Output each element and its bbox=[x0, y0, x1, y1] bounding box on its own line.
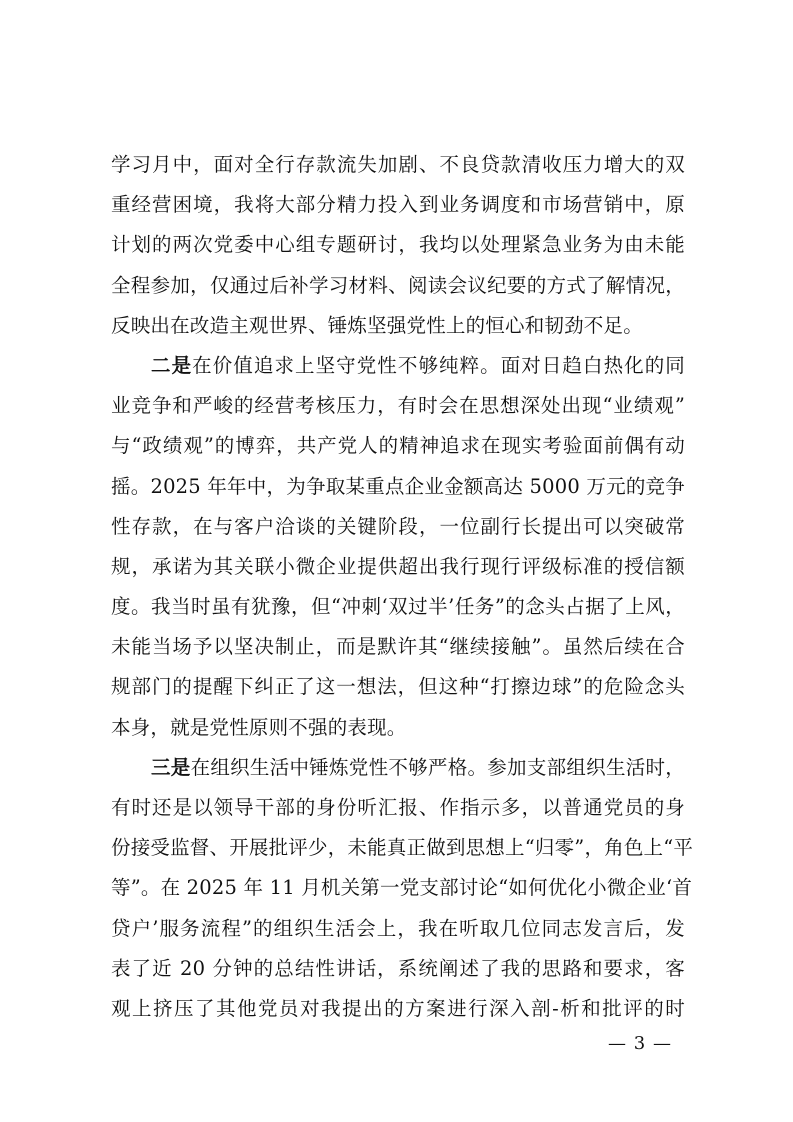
text-line: 等”。在 2025 年 11 月机关第一党支部讨论“如何优化小微企业‘首 bbox=[111, 876, 693, 900]
body-text bbox=[111, 145, 694, 1029]
text-line: 与“政绩观”的博弈，共产党人的精神追求在现实考验面前偶有动 bbox=[111, 434, 685, 458]
text-line: 观上挤压了其他党员对我提出的方案进行深入剖-析和批评的时 bbox=[111, 996, 685, 1020]
text-line: 份接受监督、开展批评少，未能真正做到思想上“归零”，角色上“平 bbox=[111, 836, 694, 860]
text-line: 表了近 20 分钟的总结性讲话，系统阐述了我的思路和要求，客 bbox=[111, 956, 685, 980]
text-line: 计划的两次党委中心组专题研讨，我均以处理紧急业务为由未能 bbox=[111, 233, 685, 257]
text-line: 度。我当时虽有犹豫，但“冲刺‘双过半’任务”的念头占据了上风， bbox=[111, 595, 685, 619]
text-line: 全程参加，仅通过后补学习材料、阅读会议纪要的方式了解情况， bbox=[111, 273, 685, 297]
paragraph-first-line bbox=[111, 346, 685, 386]
paragraph-lead: 二是 bbox=[151, 353, 193, 377]
text-line: 有时还是以领导干部的身份听汇报、作指示多，以普通党员的身 bbox=[111, 796, 685, 819]
text-line: 贷户’服务流程”的组织生活会上，我在听取几位同志发言后，发 bbox=[111, 916, 685, 940]
paragraph-first-line bbox=[111, 748, 685, 788]
text-line: 反映出在改造主观世界、锤炼坚强党性上的恒心和韧劲不足。 bbox=[111, 313, 643, 337]
paragraph-first-line-text: 在价值追求上坚守党性不够纯粹。面对日趋白热化的同 bbox=[192, 353, 685, 377]
text-line: 规，承诺为其关联小微企业提供超出我行现行评级标准的授信额 bbox=[111, 554, 685, 578]
paragraph-first-line-text: 在组织生活中锤炼党性不够严格。参加支部组织生活时， bbox=[190, 755, 685, 779]
text-line: 摇。2025 年年中，为争取某重点企业金额高达 5000 万元的竞争 bbox=[111, 474, 685, 498]
text-line: 未能当场予以坚决制止，而是默许其“继续接触”。虽然后续在合 bbox=[111, 635, 685, 659]
page-number: — 3 — bbox=[608, 1033, 672, 1054]
text-line: 重经营困境，我将大部分精力投入到业务调度和市场营销中，原 bbox=[111, 193, 685, 217]
text-line: 规部门的提醒下纠正了这一想法，但这种“打擦边球”的危险念头 bbox=[111, 675, 685, 699]
paragraph-lead: 三是 bbox=[151, 755, 191, 779]
text-line: 业竞争和严峻的经营考核压力，有时会在思想深处出现“业绩观” bbox=[111, 394, 685, 418]
text-line: 性存款，在与客户洽谈的关键阶段，一位副行长提出可以突破常 bbox=[111, 514, 685, 538]
text-line: 本身，就是党性原则不强的表现。 bbox=[111, 715, 407, 739]
text-line: 学习月中，面对全行存款流失加剧、不良贷款清收压力增大的双 bbox=[111, 153, 685, 176]
